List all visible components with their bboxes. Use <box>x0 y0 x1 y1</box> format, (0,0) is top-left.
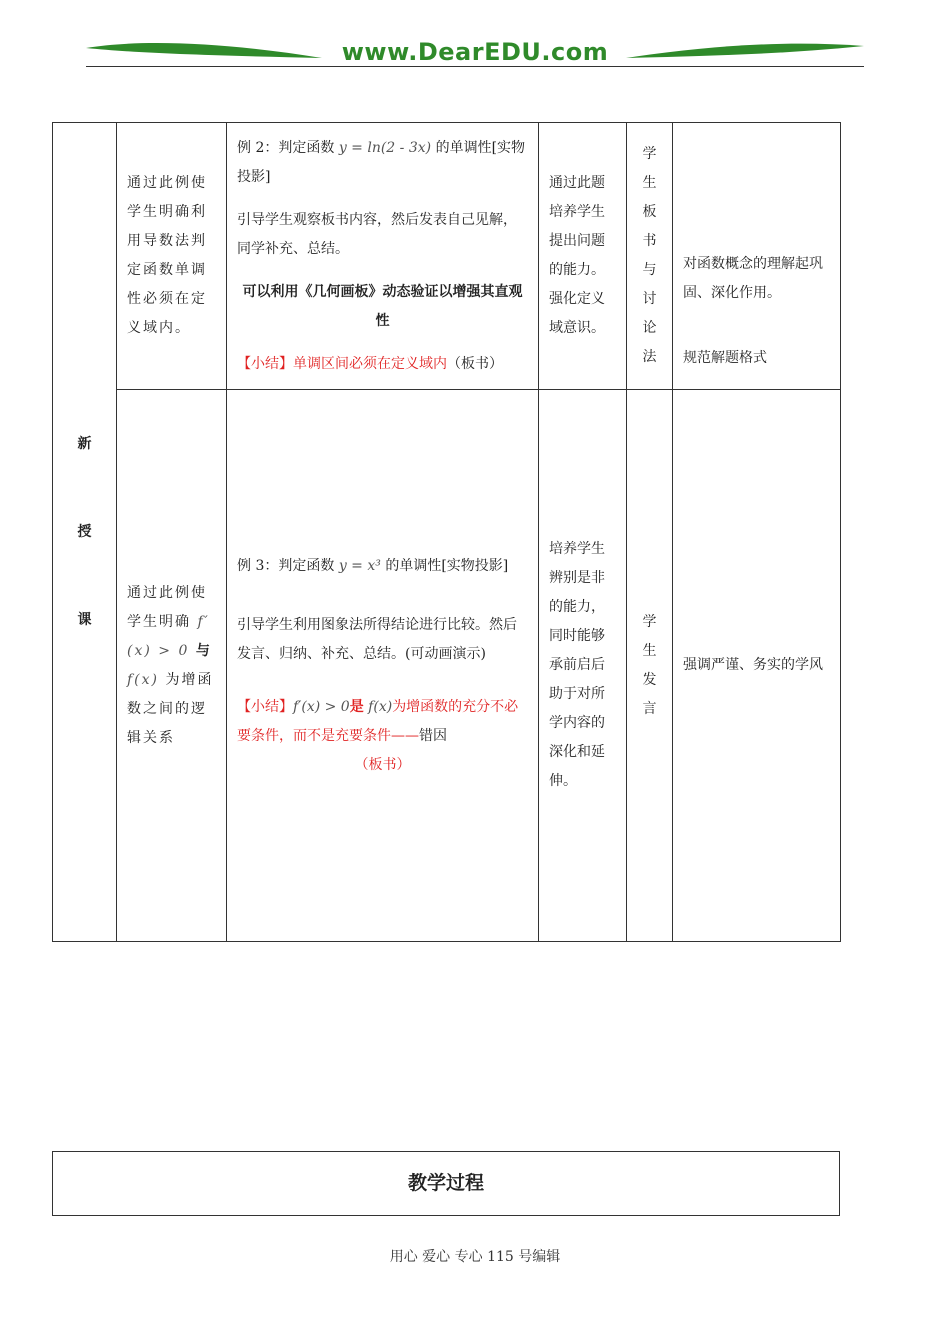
summary-open: 【小结】 <box>237 698 293 715</box>
method-char: 生 <box>642 175 657 191</box>
site-header <box>86 36 864 76</box>
example-formula: y = ln(2 - 3x) <box>338 139 432 156</box>
method-char: 学 <box>642 613 657 630</box>
footer-note: 用心 爱心 专心 115 号编辑 <box>389 1249 561 1265</box>
table-row <box>53 390 841 942</box>
method-char: 论 <box>642 320 657 336</box>
tool-note: 可以利用《几何画板》动态验证以增强其直观性 <box>242 283 523 329</box>
example-suffix: 的单调性[实物投影] <box>237 139 526 185</box>
design-cell: 培养学生辨别是非的能力，同时能够承前启后助于对所学内容的深化和延伸。 <box>539 390 627 942</box>
section-label-cell <box>53 123 117 942</box>
example-prefix: 例 2：判定函数 <box>237 139 335 156</box>
summary-tail: （板书） <box>447 355 503 372</box>
example-suffix: 的单调性[实物投影] <box>385 557 509 574</box>
summary <box>237 350 528 379</box>
summary-tail: 错因 <box>419 727 447 744</box>
summary-text: 为增函数的充分不必要条件，而不是充要条件—— <box>237 698 519 744</box>
intent-text: 对函数概念的理解起巩固、深化作用。 <box>683 255 823 301</box>
process-cell <box>227 123 539 390</box>
guide-text: 引导学生利用图象法所得结论进行比较。然后发言、归纳、补充、总结。(可动画演示) <box>237 616 517 662</box>
method-char: 法 <box>642 349 657 365</box>
example-formula: y = x³ <box>338 557 381 574</box>
goal-text: 与 <box>195 642 212 659</box>
goal-formula: f′(x) > 0 <box>127 613 210 659</box>
method-char: 言 <box>642 700 657 717</box>
guide-text: 引导学生观察板书内容，然后发表自己见解， 同学补充、总结。 <box>237 211 517 257</box>
lesson-plan-table <box>52 122 841 942</box>
method-char: 书 <box>642 233 657 249</box>
summary-text: 单调区间必须在定义域内 <box>293 355 447 372</box>
summary-fx: f(x) <box>368 698 393 715</box>
design-cell: 通过此题培养学生提出问题的能力。强化定义域意识。 <box>539 123 627 390</box>
process-cell <box>227 390 539 942</box>
method-cell <box>627 390 673 942</box>
section-char: 课 <box>77 612 92 628</box>
header-divider <box>86 66 864 67</box>
goal-cell: 通过此例使学生明确利用导数法判定函数单调性必须在定义域内。 <box>117 123 227 390</box>
section-char: 新 <box>77 436 92 452</box>
example-prefix: 例 3：判定函数 <box>237 557 335 574</box>
summary-formula: f′(x) > 0 <box>293 698 350 715</box>
method-char: 讨 <box>642 291 657 307</box>
section-char: 授 <box>77 524 92 540</box>
goal-text: 通过此例使学生明确 <box>127 584 207 630</box>
method-char: 板 <box>642 204 657 220</box>
summary-open: 【小结】 <box>237 355 293 372</box>
goal-cell <box>117 390 227 942</box>
example-2 <box>237 134 528 192</box>
goal-text: 为增函数之间的逻辑关系 <box>127 671 214 746</box>
method-char: 学 <box>642 146 657 162</box>
summary-board: （板书） <box>354 756 411 773</box>
method-char: 与 <box>642 262 657 278</box>
summary <box>237 693 528 751</box>
intent-cell <box>673 123 841 390</box>
method-cell <box>627 123 673 390</box>
teaching-process-box: 教学过程 <box>52 1151 840 1216</box>
site-url[interactable]: www.DearEDU.com <box>341 38 609 66</box>
summary-is: 是 <box>349 698 364 715</box>
method-char: 生 <box>642 642 657 659</box>
goal-formula: f(x) <box>127 671 160 688</box>
table-row <box>53 123 841 390</box>
example-3 <box>237 552 528 581</box>
intent-text: 规范解题格式 <box>683 349 767 366</box>
method-char: 发 <box>642 671 657 688</box>
intent-cell: 强调严谨、务实的学风 <box>673 390 841 942</box>
